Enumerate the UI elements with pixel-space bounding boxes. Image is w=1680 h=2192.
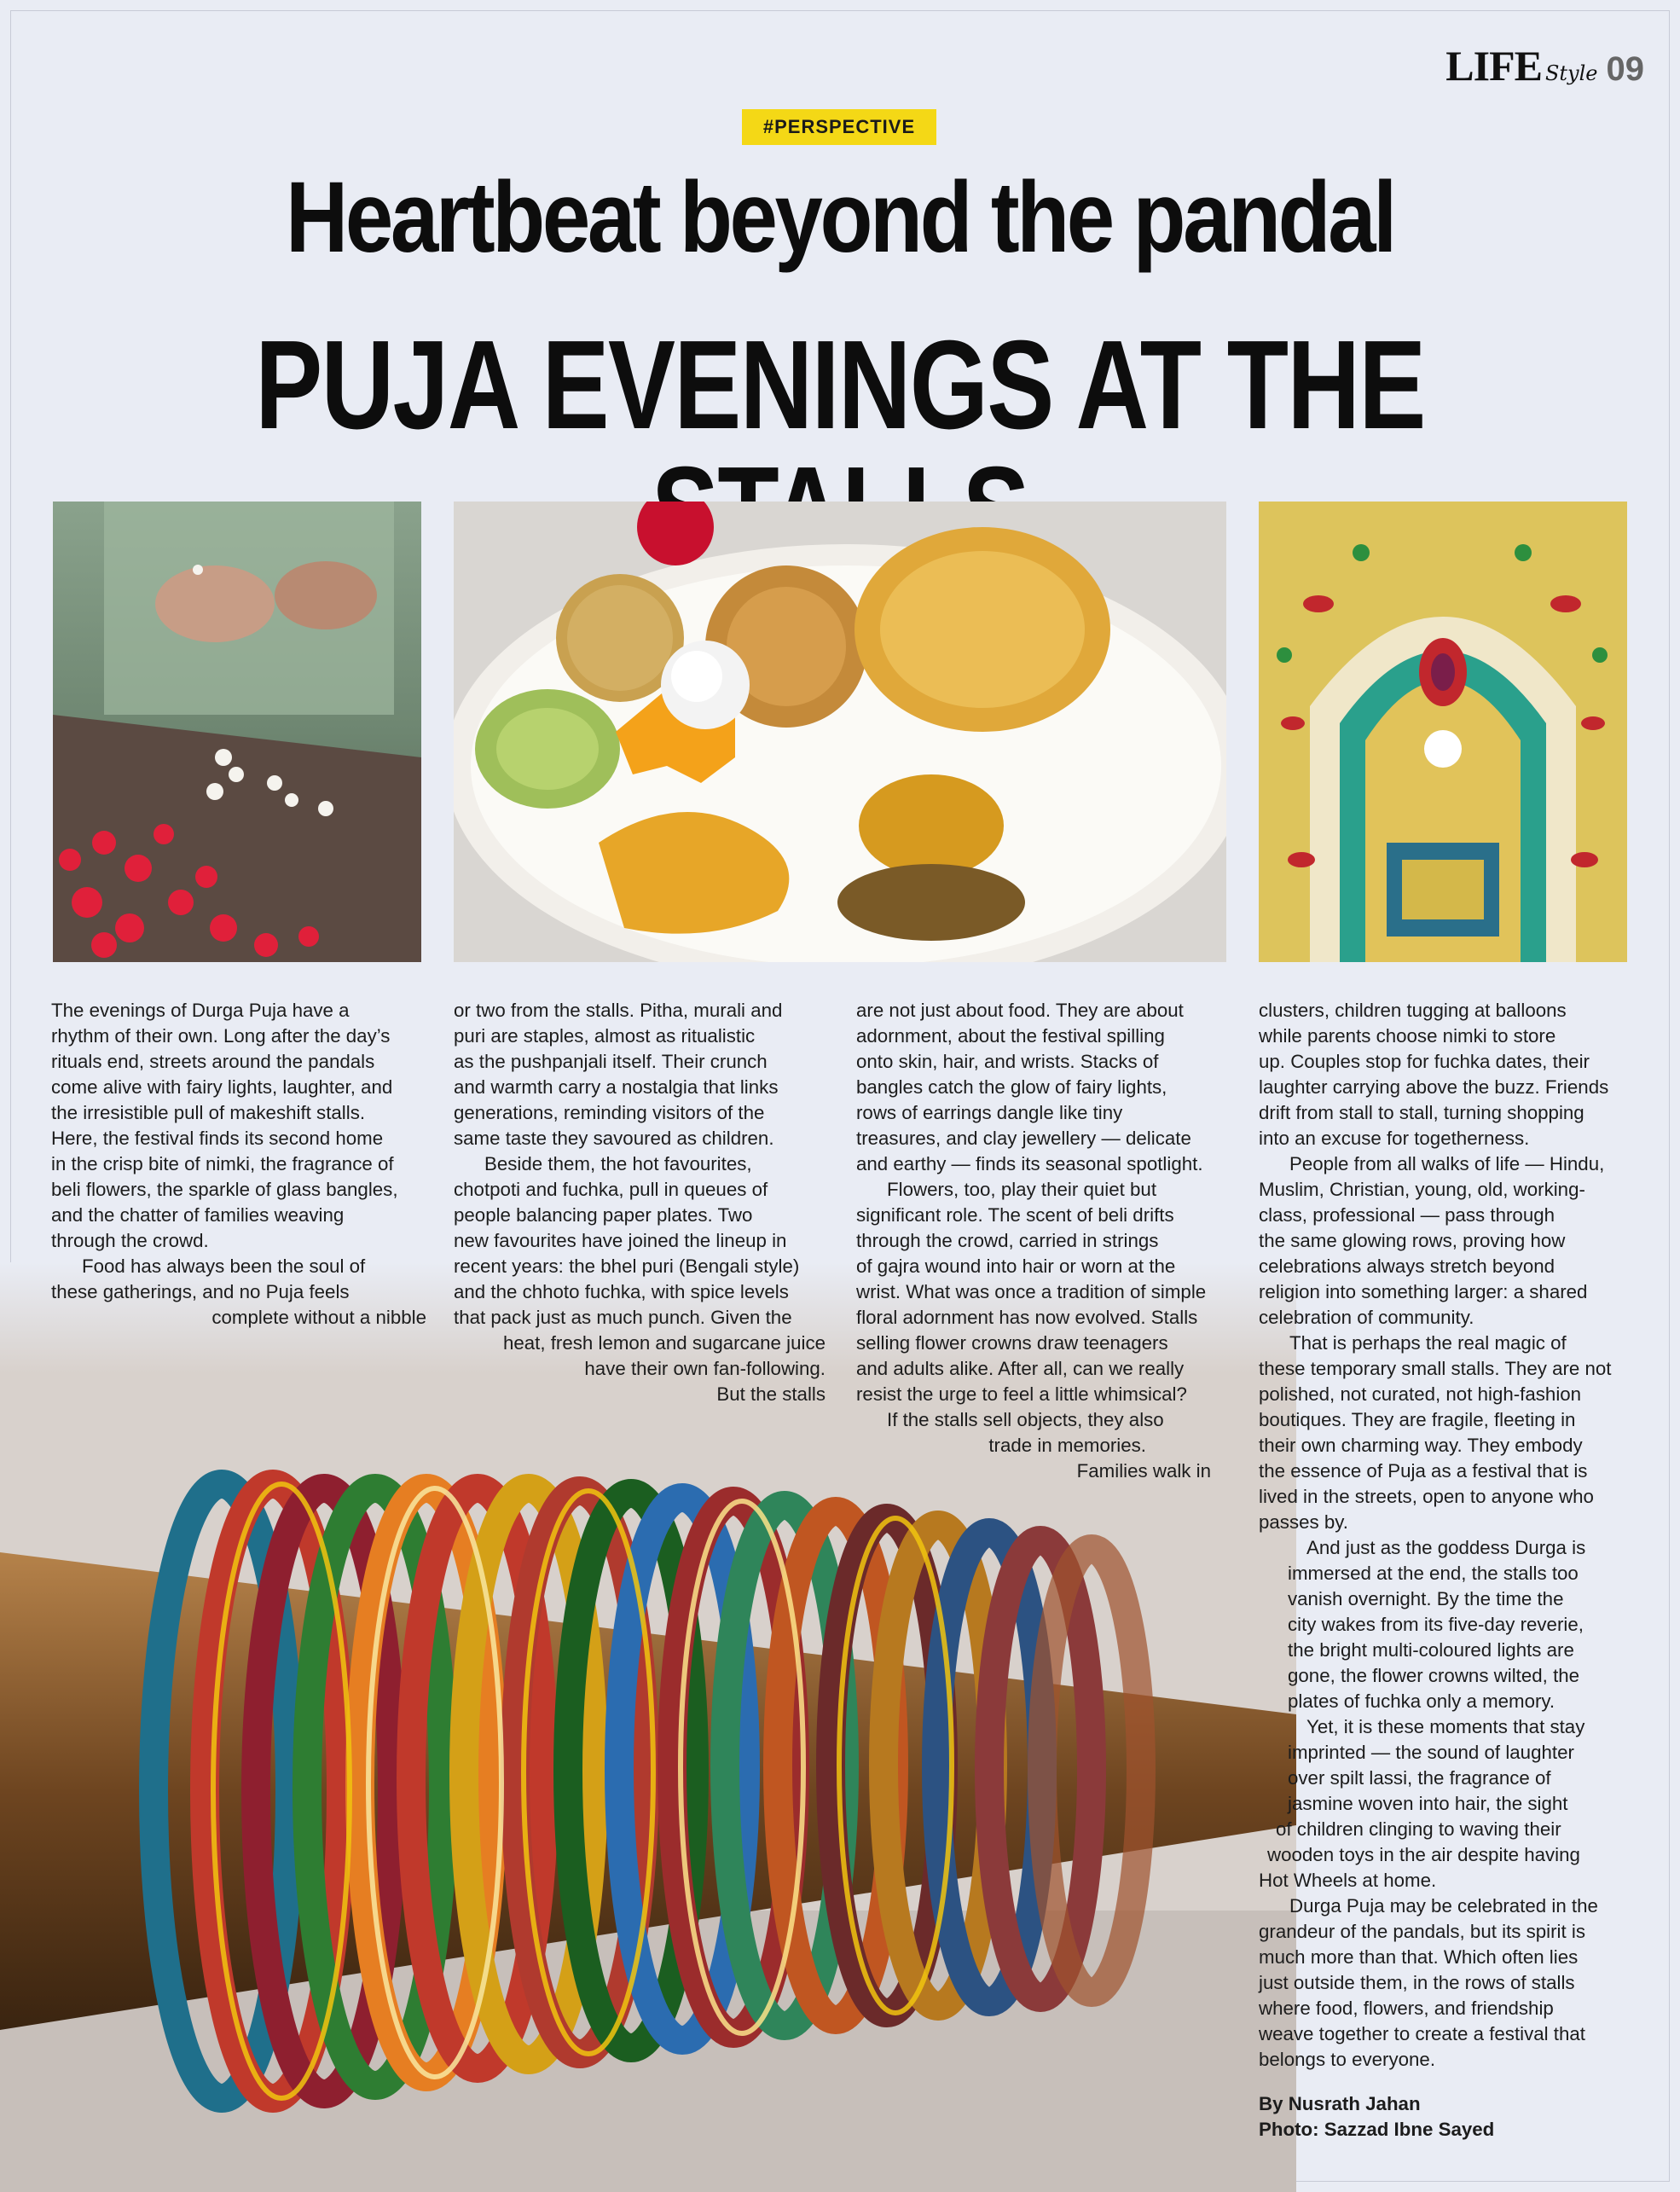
col2-line: puri are staples, almost as ritualistic (454, 1025, 756, 1047)
section-tag: #PERSPECTIVE (742, 109, 936, 145)
col3-line: trade in memories. (988, 1435, 1146, 1456)
col1-line: these gatherings, and no Puja feels (51, 1281, 350, 1302)
col1-line: The evenings of Durga Puja have a (51, 1000, 350, 1021)
ornament-crown-photo (1259, 502, 1627, 962)
col4-line: just outside them, in the rows of stalls (1259, 1972, 1575, 1993)
col4-line: polished, not curated, not high-fashion (1259, 1383, 1582, 1405)
col4-line: religion into something larger: a shared (1259, 1281, 1588, 1302)
col4-line: where food, flowers, and friendship (1259, 1998, 1554, 2019)
col4-line: celebrations always stretch beyond (1259, 1255, 1555, 1277)
col1-line: Here, the festival finds its second home (51, 1128, 384, 1149)
col3-line: rows of earrings dangle like tiny (856, 1102, 1123, 1123)
col4-line: Durga Puja may be celebrated in the (1289, 1895, 1598, 1917)
col1-line: rhythm of their own. Long after the day’s (51, 1025, 391, 1047)
col4-line: clusters, children tugging at balloons (1259, 1000, 1567, 1021)
col2-line: that pack just as much punch. Given the (454, 1307, 792, 1328)
col1-line: come alive with fairy lights, laughter, and (51, 1076, 393, 1098)
col4-line: passes by. (1259, 1511, 1348, 1533)
col4-line: up. Couples stop for fuchka dates, their (1259, 1051, 1590, 1072)
article-column-3 (856, 998, 1228, 1484)
col2-line: same taste they savoured as children. (454, 1128, 774, 1149)
col4-line: weave together to create a festival that (1259, 2023, 1585, 2044)
col4-line: grandeur of the pandals, but its spirit is (1259, 1921, 1585, 1942)
col4-line: much more than that. Which often lies (1259, 1946, 1579, 1968)
col3-line: bangles catch the glow of fairy lights, (856, 1076, 1167, 1098)
subheadline: PUJA EVENINGS AT THE (255, 315, 1425, 455)
col4-line: over spilt lassi, the fragrance of (1288, 1767, 1551, 1789)
col3-line: and earthy — finds its seasonal spotlight. (856, 1153, 1203, 1174)
col4-line: city wakes from its five-day reverie, (1288, 1614, 1584, 1635)
col4-line: Hot Wheels at home. (1259, 1870, 1437, 1891)
col3-line: through the crowd, carried in strings (856, 1230, 1159, 1251)
col4-line: People from all walks of life — Hindu, (1289, 1153, 1605, 1174)
col3-line: of gajra wound into hair or worn at the (856, 1255, 1176, 1277)
headline: Heartbeat beyond the pandal (286, 161, 1394, 274)
col1-line: through the crowd. (51, 1230, 209, 1251)
col3-line: and adults alike. After all, can we really (856, 1358, 1185, 1379)
col1-line: the irresistible pull of makeshift stalls. (51, 1102, 366, 1123)
col4-line: boutiques. They are fragile, fleeting in (1259, 1409, 1576, 1430)
col2-line: people balancing paper plates. Two (454, 1204, 753, 1226)
food-plate-photo (454, 502, 1226, 962)
col3-line: Flowers, too, play their quiet but (887, 1179, 1157, 1200)
col1-line: rituals end, streets around the pandals (51, 1051, 375, 1072)
col2-line: as the pushpanjali itself. Their crunch (454, 1051, 768, 1072)
photo-credit: Photo: Sazzad Ibne Sayed (1259, 2119, 1495, 2140)
col1-line: complete without a nibble (211, 1307, 426, 1328)
col1-line: Food has always been the soul of (82, 1255, 366, 1277)
col2-line: generations, reminding visitors of the (454, 1102, 765, 1123)
col4-line: gone, the flower crowns wilted, the (1288, 1665, 1580, 1686)
col3-line: Families walk in (1076, 1460, 1211, 1482)
col4-line: the essence of Puja as a festival that is (1259, 1460, 1588, 1482)
col3-line: selling flower crowns draw teenagers (856, 1332, 1168, 1354)
brand-life: LIFE (1445, 42, 1542, 90)
col1-line: and the chatter of families weaving (51, 1204, 345, 1226)
col3-line: resist the urge to feel a little whimsical? (856, 1383, 1187, 1405)
col4-line: while parents choose nimki to store (1259, 1025, 1556, 1047)
col4-line: their own charming way. They embody (1259, 1435, 1583, 1456)
col1-line: in the crisp bite of nimki, the fragrance of (51, 1153, 394, 1174)
col4-line: the bright multi-coloured lights are (1288, 1639, 1574, 1661)
col4-line: Muslim, Christian, young, old, working- (1259, 1179, 1585, 1200)
col2-line: or two from the stalls. Pitha, murali and (454, 1000, 783, 1021)
col4-line: That is perhaps the real magic of (1289, 1332, 1567, 1354)
col4-line: jasmine woven into hair, the sight (1288, 1793, 1568, 1814)
col3-line: are not just about food. They are about (856, 1000, 1184, 1021)
col2-line: and the chhoto fuchka, with spice levels (454, 1281, 789, 1302)
col3-line: treasures, and clay jewellery — delicate (856, 1128, 1191, 1149)
col4-line: imprinted — the sound of laughter (1288, 1742, 1574, 1763)
col4-line: the same glowing rows, proving how (1259, 1230, 1566, 1251)
article-column-2 (454, 998, 826, 1407)
brand-style: Style (1544, 61, 1598, 85)
col4-line: drift from stall to stall, turning shopping (1259, 1102, 1584, 1123)
magazine-brand (1445, 41, 1644, 90)
col4-line: wooden toys in the air despite having (1267, 1844, 1580, 1865)
col2-line: and warmth carry a nostalgia that links (454, 1076, 779, 1098)
col3-line: floral adornment has now evolved. Stalls (856, 1307, 1198, 1328)
col4-line: laughter carrying above the buzz. Friends (1259, 1076, 1609, 1098)
article-column-4 (1259, 998, 1634, 2143)
col4-line: Yet, it is these moments that stay (1306, 1716, 1585, 1737)
col4-line: class, professional — pass through (1259, 1204, 1555, 1226)
col2-line: Beside them, the hot favourites, (484, 1153, 752, 1174)
col3-line: If the stalls sell objects, they also (887, 1409, 1164, 1430)
article-column-1 (51, 998, 426, 1331)
col2-line: chotpoti and fuchka, pull in queues of (454, 1179, 768, 1200)
flowers-photo (53, 502, 421, 962)
col1-line: beli flowers, the sparkle of glass bangles, (51, 1179, 398, 1200)
col3-line: adornment, about the festival spilling (856, 1025, 1165, 1047)
col3-line: significant role. The scent of beli drifts (856, 1204, 1174, 1226)
col2-line: recent years: the bhel puri (Bengali style) (454, 1255, 800, 1277)
col3-line: onto skin, hair, and wrists. Stacks of (856, 1051, 1159, 1072)
col4-line: plates of fuchka only a memory. (1288, 1690, 1555, 1712)
col4-line: of children clinging to waving their (1276, 1818, 1561, 1840)
col4-line: lived in the streets, open to anyone who (1259, 1486, 1594, 1507)
col4-line: immersed at the end, the stalls too (1288, 1563, 1579, 1584)
col3-line: wrist. What was once a tradition of simple (856, 1281, 1207, 1302)
col4-line: belongs to everyone. (1259, 2049, 1436, 2070)
col2-line: new favourites have joined the lineup in (454, 1230, 787, 1251)
col2-line: But the stalls (716, 1383, 826, 1405)
page-number: 09 (1606, 50, 1644, 88)
col4-line: And just as the goddess Durga is (1306, 1537, 1586, 1558)
col4-line: vanish overnight. By the time the (1288, 1588, 1564, 1609)
col4-line: celebration of community. (1259, 1307, 1474, 1328)
col4-line: into an excuse for togetherness. (1259, 1128, 1530, 1149)
col2-line: have their own fan-following. (584, 1358, 826, 1379)
col2-line: heat, fresh lemon and sugarcane juice (502, 1332, 826, 1354)
byline: By Nusrath Jahan (1259, 2093, 1421, 2114)
col4-line: these temporary small stalls. They are not (1259, 1358, 1612, 1379)
